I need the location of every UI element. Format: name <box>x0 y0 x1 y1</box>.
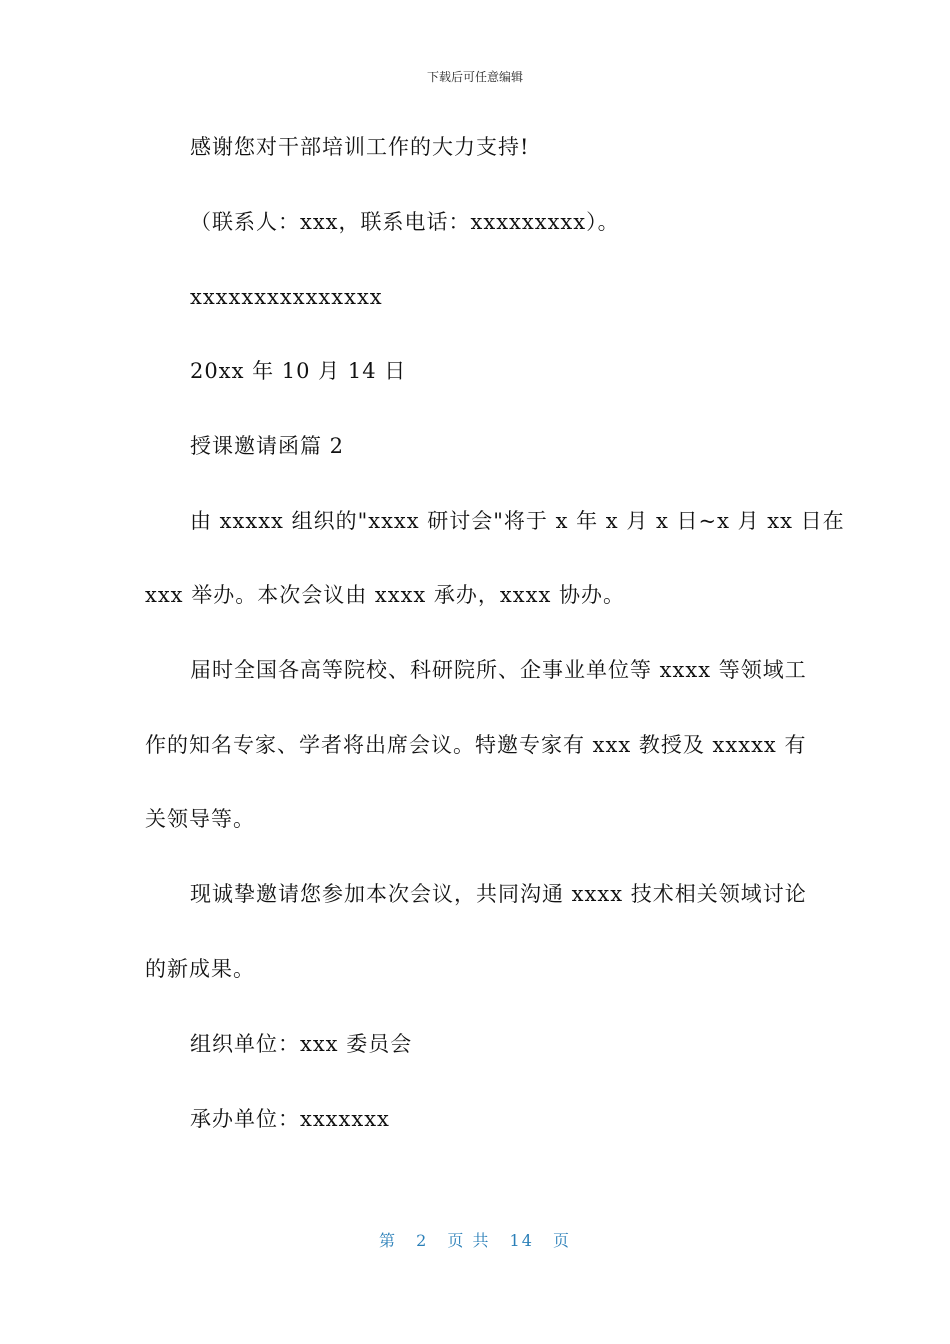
text-line-organizer: 组织单位：xxx 委员会 <box>190 1032 413 1056</box>
footer-page-number: 2 <box>416 1231 429 1250</box>
text-line-date: 20xx 年 10 月 14 日 <box>190 359 407 383</box>
footer-total-pages: 14 <box>509 1231 534 1250</box>
paragraph-line: xxx 举办。本次会议由 xxxx 承办，xxxx 协办。 <box>145 583 625 607</box>
page-footer <box>0 1228 950 1251</box>
footer-prefix: 第 <box>378 1231 397 1250</box>
paragraph-line: 届时全国各高等院校、科研院所、企事业单位等 xxxx 等领域工 <box>190 658 807 682</box>
text-line-contact: （联系人：xxx，联系电话：xxxxxxxxx）。 <box>190 210 620 234</box>
footer-suffix: 页 <box>553 1231 572 1250</box>
paragraph-line: 现诚挚邀请您参加本次会议，共同沟通 xxxx 技术相关领域讨论 <box>190 882 807 906</box>
paragraph-line: 作的知名专家、学者将出席会议。特邀专家有 xxx 教授及 xxxxx 有 <box>145 733 807 757</box>
header-note: 下载后可任意编辑 <box>426 70 523 84</box>
footer-mid: 页 共 <box>447 1231 491 1250</box>
text-line-thanks: 感谢您对干部培训工作的大力支持! <box>190 135 530 159</box>
section-heading: 授课邀请函篇 2 <box>190 434 345 458</box>
paragraph-line: 由 xxxxx 组织的"xxxx 研讨会"将于 x 年 x 月 x 日~x 月 xx 日在 <box>190 509 845 533</box>
paragraph-line: 的新成果。 <box>145 957 255 981</box>
text-line-host: 承办单位：xxxxxxx <box>190 1107 390 1131</box>
text-line-sender: xxxxxxxxxxxxxxx <box>190 285 383 309</box>
paragraph-line: 关领导等。 <box>145 807 255 831</box>
